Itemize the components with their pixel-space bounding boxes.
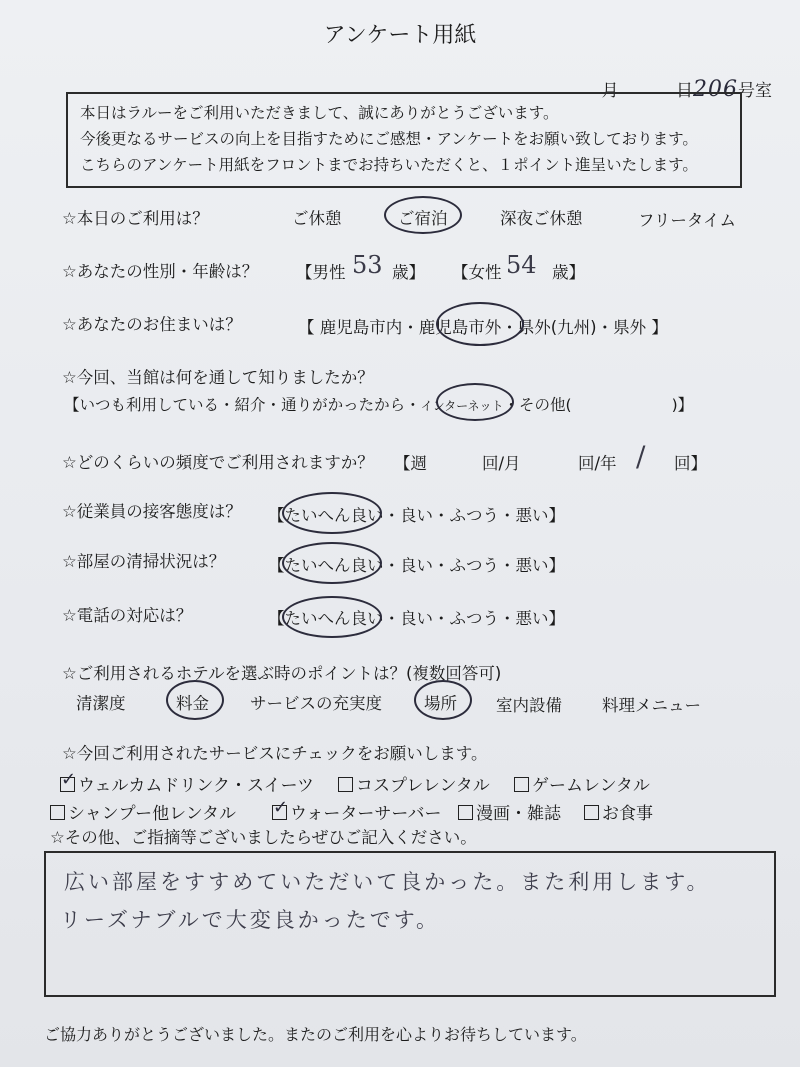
residence-option[interactable]: 県外 — [613, 318, 647, 337]
q3-question: ☆あなたのお住まいは？ — [62, 315, 242, 334]
room-number: 206 — [693, 77, 738, 102]
day-label: 日 — [676, 81, 693, 101]
service-label: ゲームレンタル — [532, 776, 650, 796]
source-option[interactable]: 通りがかったから — [281, 396, 406, 414]
bracket-open: 【 — [298, 318, 315, 337]
rating-option[interactable]: 良い — [400, 609, 433, 628]
checkbox[interactable] — [584, 805, 599, 820]
point-option-selected[interactable]: 場所 — [424, 694, 457, 713]
phone-rating: 【たいへん良い・良い・ふつう・悪い】 — [268, 609, 565, 628]
rating-option[interactable]: 良い — [400, 556, 433, 575]
rating-option[interactable]: 悪い — [515, 556, 549, 575]
bracket-close: 】 — [651, 318, 668, 337]
selection-circle — [384, 196, 462, 234]
service-label: ウォーターサーバー — [290, 804, 442, 824]
selection-circle — [282, 596, 382, 638]
bracket-close: )】 — [671, 396, 694, 414]
source-option[interactable]: その他( — [519, 396, 572, 414]
source-option-selected[interactable]: インターネット — [420, 399, 504, 413]
intro-line: こちらのアンケート用紙をフロントまでお持ちいただくと、１ポイント進呈いたします。 — [80, 156, 698, 174]
rating-option[interactable]: 良い — [400, 506, 433, 525]
rating-option[interactable]: ふつう — [449, 556, 499, 575]
room-label: 号室 — [738, 81, 772, 101]
point-option[interactable]: 清潔度 — [76, 694, 126, 713]
selection-circle — [436, 383, 514, 421]
checkbox[interactable] — [50, 805, 65, 820]
q1-option[interactable]: 深夜ご休憩 — [500, 209, 583, 228]
q1-question: ☆本日のご利用は？ — [62, 209, 209, 228]
point-option[interactable]: サービスの充実度 — [250, 694, 382, 713]
age-unit: 歳】 — [552, 263, 585, 282]
q10-question: ☆今回ご利用されたサービスにチェックをお願いします。 — [62, 744, 488, 763]
month-label: 月 — [601, 81, 619, 101]
female-label: 【女性 — [452, 263, 502, 282]
checkbox-checked[interactable] — [272, 805, 287, 820]
intro-line: 今後更なるサービスの向上を目指すためにご感想・アンケートをお願い致しております。 — [80, 130, 698, 148]
q1-option[interactable]: ご休憩 — [292, 209, 342, 228]
point-option-selected[interactable]: 料金 — [176, 694, 209, 713]
source-option[interactable]: いつも利用している — [79, 396, 220, 414]
selection-circle — [282, 492, 382, 534]
bracket-close: 】 — [548, 556, 565, 575]
rating-option[interactable]: 悪い — [515, 506, 549, 525]
bracket-open: 【 — [268, 609, 285, 628]
source-options: 【いつも利用している・紹介・通りがかったから・インターネット・その他( )】 — [64, 396, 694, 414]
bracket-open: 【 — [268, 556, 285, 575]
rating-option-selected[interactable]: たいへん良い — [284, 556, 384, 575]
footer-thanks: ご協力ありがとうございました。またのご利用を心よりお待ちしています。 — [44, 1025, 587, 1044]
freq-year: 回/年 — [578, 454, 617, 473]
q11-question: ☆その他、ご指摘等ございましたらぜひご記入ください。 — [50, 828, 477, 847]
checkbox[interactable] — [458, 805, 473, 820]
page-title: アンケート用紙 — [323, 23, 477, 48]
q9-question: ☆ご利用されるホテルを選ぶ時のポイントは？(複数回答可) — [62, 664, 502, 683]
source-option[interactable]: 紹介 — [234, 396, 266, 414]
service-label: お食事 — [602, 804, 653, 824]
residence-option[interactable]: 鹿児島市内 — [319, 318, 403, 337]
bracket-open: 【 — [64, 396, 80, 414]
service-label: コスプレレンタル — [356, 776, 490, 796]
service-label: 漫画・雑誌 — [476, 804, 561, 824]
freq-month: 回/月 — [482, 454, 521, 473]
age-unit: 歳】 — [392, 263, 425, 282]
service-item[interactable] — [338, 771, 490, 796]
residence-options: 【 鹿児島市内・鹿児島市外・県外(九州)・県外 】 — [298, 318, 668, 337]
cleaning-rating: 【たいへん良い・良い・ふつう・悪い】 — [268, 556, 565, 575]
selection-circle — [282, 542, 382, 584]
point-option[interactable]: 室内設備 — [496, 696, 562, 715]
q4-question: ☆今回、当館は何を通して知りましたか？ — [62, 368, 374, 387]
service-item[interactable] — [584, 799, 653, 824]
selection-circle — [166, 680, 224, 720]
q1-option[interactable]: フリータイム — [638, 211, 737, 230]
residence-option-selected[interactable]: 鹿児島市外 — [418, 318, 502, 337]
selection-circle — [414, 680, 472, 720]
q2-question: ☆あなたの性別・年齢は？ — [62, 262, 259, 281]
male-age[interactable]: 53 — [352, 251, 383, 279]
staff-rating: 【たいへん良い・良い・ふつう・悪い】 — [268, 506, 565, 525]
residence-option[interactable]: 県外(九州) — [517, 318, 597, 337]
q1-option-selected[interactable]: ご宿泊 — [398, 209, 448, 228]
point-option[interactable]: 料理メニュー — [602, 696, 701, 715]
rating-option[interactable]: ふつう — [449, 609, 499, 628]
bracket-close: 】 — [548, 609, 565, 628]
service-label: シャンプー他レンタル — [68, 804, 237, 824]
service-item[interactable] — [60, 771, 314, 796]
comment-line[interactable]: 広い部屋をすすめていただいて良かった。また利用します。 — [64, 870, 711, 894]
checkbox[interactable] — [338, 777, 353, 792]
selection-circle — [436, 302, 524, 346]
service-item[interactable] — [50, 799, 236, 824]
service-item[interactable] — [272, 799, 441, 824]
female-age[interactable]: 54 — [506, 251, 537, 279]
male-label: 【男性 — [296, 263, 346, 282]
service-label: ウェルカムドリンク・スイーツ — [78, 776, 314, 796]
checkbox-checked[interactable] — [60, 777, 75, 792]
freq-end: 回】 — [674, 454, 707, 473]
freq-week: 【週 — [394, 454, 427, 473]
q6-question: ☆従業員の接客態度は？ — [62, 502, 242, 521]
freq-year-mark[interactable]: / — [636, 440, 646, 473]
q5-question: ☆どのくらいの頻度でご利用されますか？ — [62, 453, 374, 472]
q7-question: ☆部屋の清掃状況は？ — [62, 552, 226, 571]
intro-box — [66, 92, 742, 188]
rating-option[interactable]: 悪い — [515, 609, 549, 628]
rating-option[interactable]: ふつう — [449, 506, 499, 525]
bracket-close: 】 — [548, 506, 565, 525]
bracket-open: 【 — [268, 506, 285, 525]
comment-line[interactable]: リーズナブルで大変良かったです。 — [60, 908, 441, 932]
service-item[interactable] — [458, 799, 561, 824]
intro-line: 本日はラルーをご利用いただきまして、誠にありがとうございます。 — [80, 104, 559, 122]
checkbox[interactable] — [514, 777, 529, 792]
rating-option-selected[interactable]: たいへん良い — [284, 609, 384, 628]
rating-option-selected[interactable]: たいへん良い — [284, 506, 384, 525]
service-item[interactable] — [514, 771, 650, 796]
q8-question: ☆電話の対応は？ — [62, 606, 193, 625]
